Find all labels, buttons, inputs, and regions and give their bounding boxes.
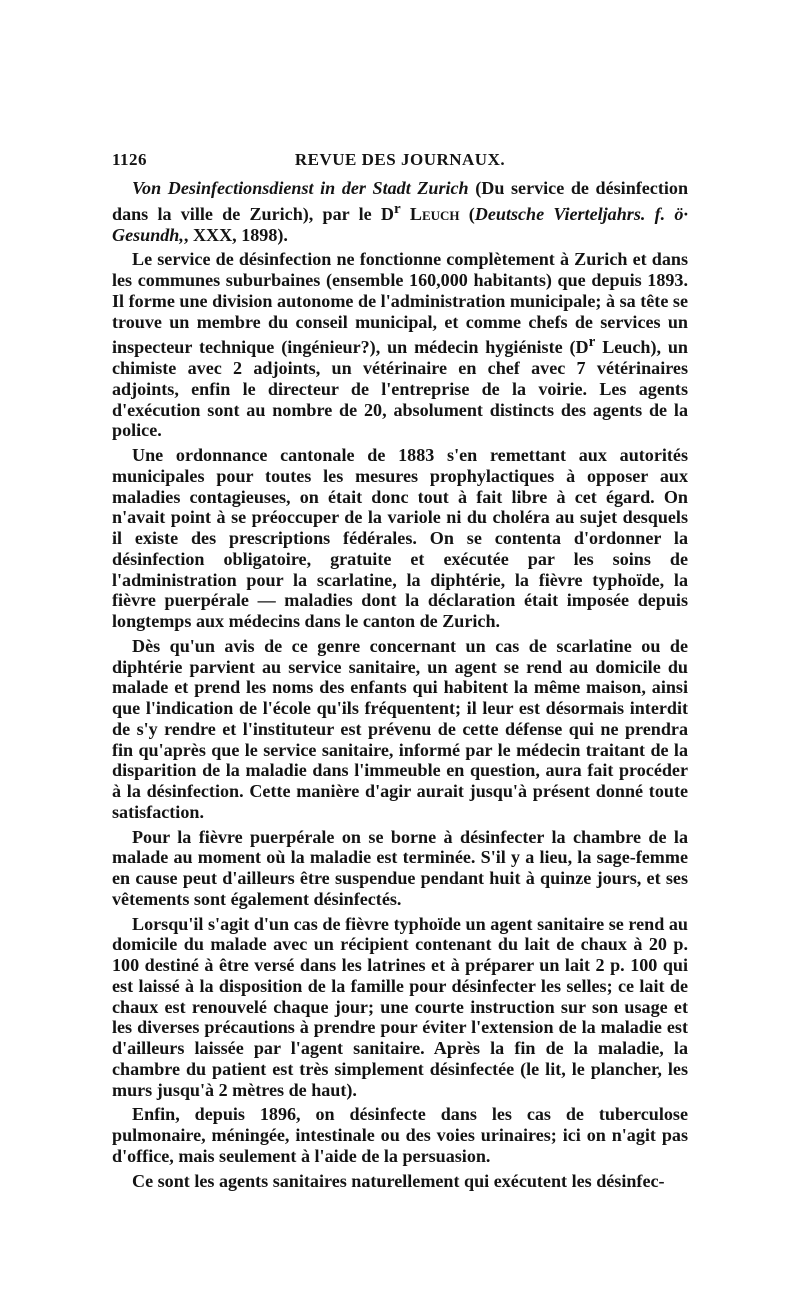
article-body [112, 178, 688, 1191]
citation-text: ( [459, 203, 475, 224]
citation-paragraph [112, 178, 688, 245]
paragraph: Enfin, depuis 1896, on désinfecte dans les cas de tuberculose pulmonaire, méningée, intestinale ou des voies urinaires; ici on n'agit pas d'office, mais seulement à l'aide de la persuasion. [112, 1104, 688, 1166]
paragraph [112, 249, 688, 441]
citation-author: Leuch [409, 203, 460, 224]
running-head [112, 150, 688, 178]
citation-text: , XXX, 1898). [183, 224, 288, 245]
dr-superscript: r [393, 200, 401, 217]
paragraph: Dès qu'un avis de ce genre concernant un cas de scarlatine ou de diphtérie parvient au service sanitaire, un agent se rend au domicile du malade et prend les noms des enfants qui habitent la même maison, ainsi que l'indication de l'école qu'ils fréquentent; il leur est désormais interdit de s'y rendre et l'instituteur est prévenu de cette défense qui ne prendra fin qu'après que le service sanitaire, informé par le médecin traitant de la disparition de la maladie dans l'immeuble en question, aura fait procéder à la désinfection. Cette manière d'agir aurait jusqu'à présent donné toute satisfaction. [112, 635, 688, 822]
citation-text: (Du service de désinfection dans la ville de Zurich), par le D [112, 178, 689, 224]
paragraph-text: Le service de désinfection ne fonctionne complètement à Zurich et dans les communes suburbaines (ensemble 160,000 habitants) que depuis 1893. Il forme une division autonome de l'administration municipale; à sa tête se trouve un membre du conseil municipal, et comme chefs de services un inspecteur technique (ingénieur?), un médecin hygiéniste (D [112, 249, 688, 358]
paragraph: Ce sont les agents sanitaires naturellement qui exécutent les désinfec- [132, 1170, 665, 1191]
dr-superscript: r [588, 334, 596, 351]
paragraph-text: Leuch), un chimiste avec 2 adjoints, un vétérinaire en chef avec 7 vétérinaires adjoints, enfin le directeur de l'entreprise de la voirie. Les agents d'exécution sont au nombre de 20, absolument distincts des agents de la police. [112, 337, 688, 441]
page [112, 150, 688, 1195]
paragraph: Lorsqu'il s'agit d'un cas de fièvre typhoïde un agent sanitaire se rend au domicile du malade avec un récipient contenant du lait de chaux à 20 p. 100 destiné à être versé dans les latrines et à préparer un lait 2 p. 100 qui est laissé à la disposition de la famille pour désinfecter les selles; ce lait de chaux est renouvelé chaque jour; une courte instruction sur son usage et les diverses précautions à prendre pour éviter l'extension de la maladie est d'ailleurs laissée par l'agent sanitaire. Après la fin de la maladie, la chambre du patient est très simplement désinfectée (le lit, le plancher, les murs jusqu'à 2 mètres de haut). [112, 913, 688, 1100]
paragraph: Pour la fièvre puerpérale on se borne à désinfecter la chambre de la malade au moment où la maladie est terminée. S'il y a lieu, la sage-femme en cause peut d'ailleurs être suspendue pendant huit à quinze jours, et ses vêtements sont également désinfectés. [112, 826, 688, 909]
journal-title: REVUE DES JOURNAUX. [294, 150, 506, 169]
citation-title: Von Desinfectionsdienst in der Stadt Zurich [132, 178, 469, 198]
paragraph: Une ordonnance cantonale de 1883 s'en remettant aux autorités municipales pour toutes les mesures prophylactiques à opposer aux maladies contagieuses, on était donc tout à fait libre à cet égard. On n'avait point à se préoccuper de la variole ni du choléra au sujet desquels il existe des prescriptions fédérales. On se contenta d'ordonner la désinfection obligatoire, gratuite et exécutée par les soins de l'administration pour la scarlatine, la diphtérie, la fièvre typhoïde, la fièvre puerpérale — maladies dont la déclaration était imposée depuis longtemps aux médecins dans le canton de Zurich. [112, 445, 688, 632]
page-number: 1126 [112, 150, 148, 169]
citation-journal: Deutsche Vierteljahrs. f. ö· Gesundh, [112, 203, 688, 245]
